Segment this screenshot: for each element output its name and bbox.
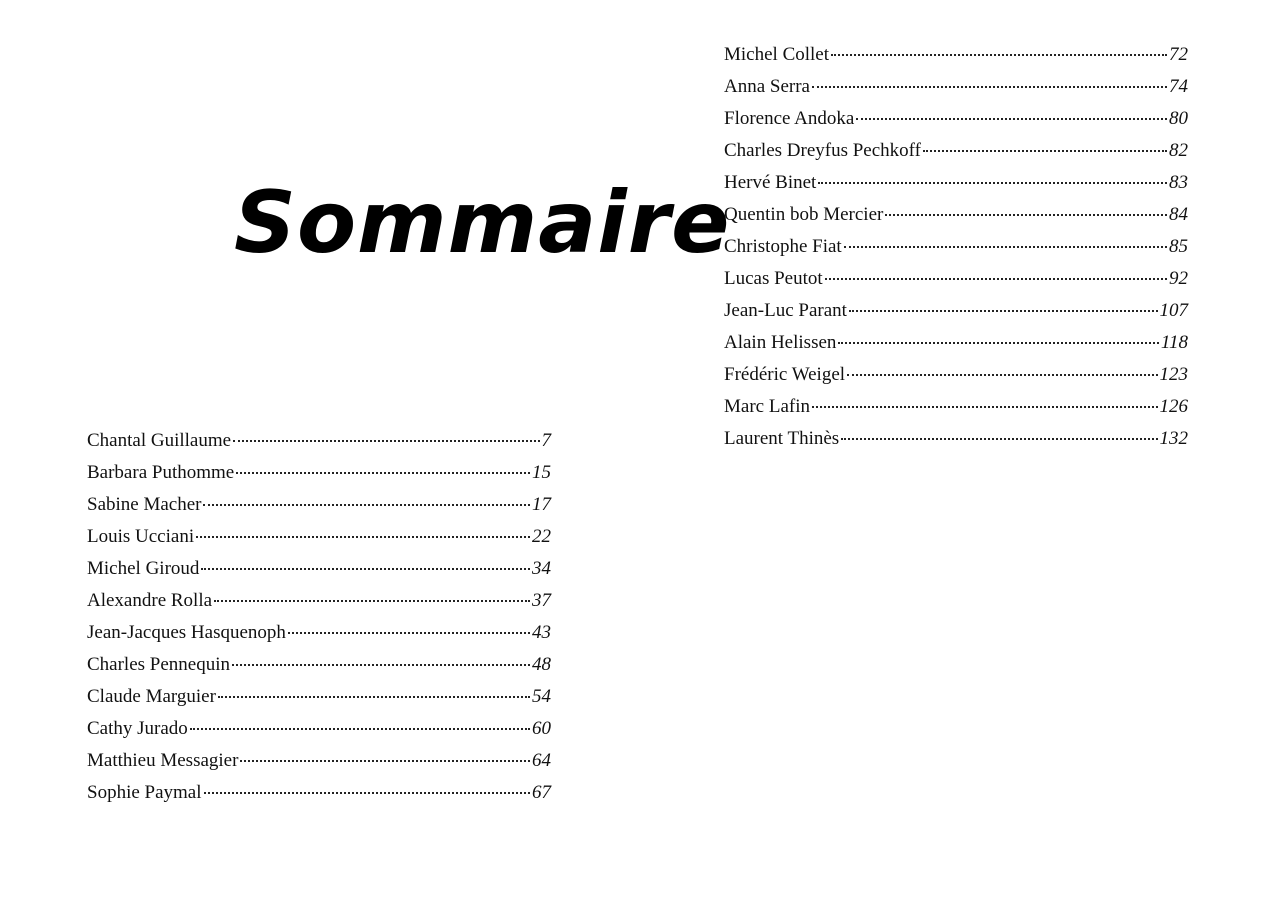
toc-entry-page-number: 15 xyxy=(532,462,551,483)
table-of-contents-right xyxy=(724,39,1188,455)
dot-leader xyxy=(240,760,530,762)
toc-entry-name: Barbara Puthomme xyxy=(87,462,235,483)
toc-entry-page-number: 43 xyxy=(532,622,551,643)
toc-entry-page-number: 22 xyxy=(532,526,551,547)
dot-leader xyxy=(844,246,1167,248)
toc-entry-name: Sabine Macher xyxy=(87,494,202,515)
toc-entry-page-number: 85 xyxy=(1169,236,1188,257)
toc-entry-page-number: 17 xyxy=(532,494,551,515)
dot-leader xyxy=(288,632,530,634)
dot-leader xyxy=(847,374,1157,376)
toc-entry-page-number: 60 xyxy=(532,718,551,739)
page-title: Sommaire xyxy=(234,173,731,273)
dot-leader xyxy=(838,342,1159,344)
toc-entry-name: Charles Pennequin xyxy=(87,654,231,675)
toc-entry-page-number: 48 xyxy=(532,654,551,675)
toc-entry xyxy=(87,521,551,553)
toc-entry xyxy=(724,263,1188,295)
toc-entry-name: Michel Giroud xyxy=(87,558,200,579)
toc-entry-name: Lucas Peutot xyxy=(724,268,823,289)
dot-leader xyxy=(203,504,530,506)
toc-entry-page-number: 123 xyxy=(1159,364,1188,385)
toc-entry xyxy=(724,199,1188,231)
toc-entry xyxy=(724,167,1188,199)
toc-entry xyxy=(87,457,551,489)
toc-entry-name: Matthieu Messagier xyxy=(87,750,239,771)
dot-leader xyxy=(841,438,1157,440)
toc-entry-name: Hervé Binet xyxy=(724,172,817,193)
toc-entry-name: Anna Serra xyxy=(724,76,810,97)
toc-entry xyxy=(724,231,1188,263)
dot-leader xyxy=(849,310,1158,312)
toc-entry xyxy=(87,745,551,777)
dot-leader xyxy=(825,278,1167,280)
toc-entry-page-number: 83 xyxy=(1169,172,1188,193)
toc-entry-name: Frédéric Weigel xyxy=(724,364,846,385)
dot-leader xyxy=(218,696,530,698)
toc-entry-page-number: 107 xyxy=(1159,300,1188,321)
toc-entry-page-number: 64 xyxy=(532,750,551,771)
toc-entry-page-number: 74 xyxy=(1169,76,1188,97)
toc-entry-page-number: 80 xyxy=(1169,108,1188,129)
dot-leader xyxy=(856,118,1167,120)
toc-entry-page-number: 7 xyxy=(541,430,551,451)
dot-leader xyxy=(233,440,539,442)
toc-entry xyxy=(87,777,551,809)
toc-entry xyxy=(87,425,551,457)
toc-entry-page-number: 132 xyxy=(1159,428,1188,449)
toc-entry xyxy=(724,39,1188,71)
toc-entry-name: Quentin bob Mercier xyxy=(724,204,884,225)
toc-entry-name: Cathy Jurado xyxy=(87,718,188,739)
toc-entry xyxy=(724,135,1188,167)
toc-entry-name: Louis Ucciani xyxy=(87,526,195,547)
toc-entry-name: Chantal Guillaume xyxy=(87,430,232,451)
dot-leader xyxy=(232,664,530,666)
toc-entry xyxy=(724,295,1188,327)
toc-entry-page-number: 37 xyxy=(532,590,551,611)
toc-entry-name: Alain Helissen xyxy=(724,332,837,353)
dot-leader xyxy=(236,472,530,474)
toc-entry-page-number: 82 xyxy=(1169,140,1188,161)
toc-entry-name: Jean-Jacques Hasquenoph xyxy=(87,622,286,643)
toc-entry xyxy=(724,71,1188,103)
toc-entry-page-number: 72 xyxy=(1169,44,1188,65)
toc-entry-name: Jean-Luc Parant xyxy=(724,300,847,321)
table-of-contents-left xyxy=(87,425,551,809)
dot-leader xyxy=(204,792,530,794)
dot-leader xyxy=(214,600,530,602)
toc-entry-name: Alexandre Rolla xyxy=(87,590,213,611)
toc-entry-name: Marc Lafin xyxy=(724,396,810,417)
toc-entry xyxy=(87,617,551,649)
toc-entry-page-number: 67 xyxy=(532,782,551,803)
toc-entry xyxy=(87,681,551,713)
toc-entry xyxy=(724,423,1188,455)
dot-leader xyxy=(923,150,1167,152)
dot-leader xyxy=(818,182,1167,184)
toc-entry-name: Florence Andoka xyxy=(724,108,855,129)
dot-leader xyxy=(812,86,1167,88)
toc-entry xyxy=(87,553,551,585)
toc-entry xyxy=(87,585,551,617)
toc-entry-name: Sophie Paymal xyxy=(87,782,202,803)
toc-entry-name: Christophe Fiat xyxy=(724,236,842,257)
toc-entry xyxy=(87,489,551,521)
toc-entry-page-number: 118 xyxy=(1160,332,1188,353)
toc-entry-name: Michel Collet xyxy=(724,44,830,65)
toc-entry-name: Laurent Thinès xyxy=(724,428,840,449)
toc-entry-page-number: 92 xyxy=(1169,268,1188,289)
toc-entry xyxy=(724,327,1188,359)
toc-entry-page-number: 54 xyxy=(532,686,551,707)
toc-entry-page-number: 34 xyxy=(532,558,551,579)
dot-leader xyxy=(831,54,1167,56)
toc-entry xyxy=(724,359,1188,391)
dot-leader xyxy=(201,568,530,570)
toc-entry xyxy=(87,649,551,681)
dot-leader xyxy=(885,214,1167,216)
toc-entry-name: Charles Dreyfus Pechkoff xyxy=(724,140,921,161)
dot-leader xyxy=(196,536,530,538)
dot-leader xyxy=(812,406,1158,408)
toc-entry-name: Claude Marguier xyxy=(87,686,216,707)
toc-entry-page-number: 126 xyxy=(1159,396,1188,417)
toc-entry xyxy=(87,713,551,745)
toc-entry-page-number: 84 xyxy=(1169,204,1188,225)
dot-leader xyxy=(190,728,530,730)
toc-entry xyxy=(724,391,1188,423)
toc-entry xyxy=(724,103,1188,135)
